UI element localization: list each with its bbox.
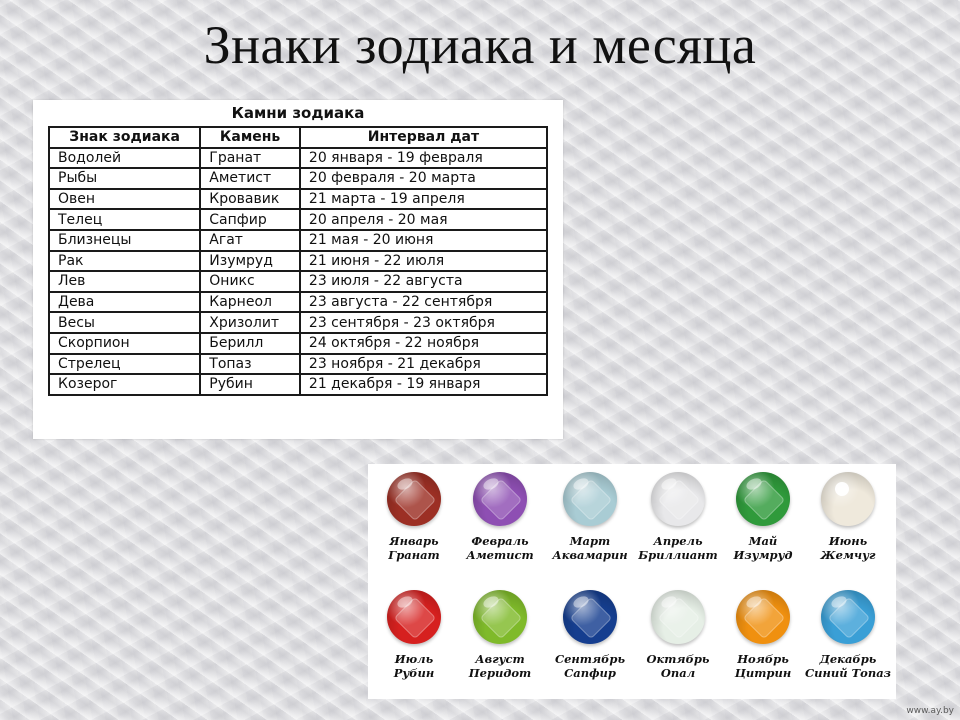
gem-card-april <box>634 472 722 562</box>
zodiac-stones-table <box>48 126 548 396</box>
opal-gem-icon <box>651 590 705 644</box>
gem-name: Синий Топаз <box>804 666 891 680</box>
zodiac-sign-cell: Лев <box>49 271 200 292</box>
watermark: www.ay.by <box>906 706 954 716</box>
gem-name: Опал <box>660 666 696 680</box>
gem-card-october <box>634 590 722 680</box>
gem-card-january <box>370 472 458 562</box>
date-range-cell: 20 февраля - 20 марта <box>300 168 547 189</box>
table-row <box>49 271 547 292</box>
stone-cell: Хризолит <box>200 312 300 333</box>
peridot-gem-icon <box>473 590 527 644</box>
table-row <box>49 209 547 230</box>
zodiac-sign-cell: Телец <box>49 209 200 230</box>
gem-card-march <box>546 472 634 562</box>
gem-name: Бриллиант <box>638 548 718 562</box>
blue-topaz-gem-icon <box>821 590 875 644</box>
table-row <box>49 312 547 333</box>
birthstones-panel <box>368 464 896 699</box>
table-row <box>49 251 547 272</box>
date-range-cell: 23 августа - 22 сентября <box>300 292 547 313</box>
amethyst-gem-icon <box>473 472 527 526</box>
date-range-cell: 21 декабря - 19 января <box>300 374 547 395</box>
header-zodiac-sign: Знак зодиака <box>49 127 200 148</box>
table-row <box>49 189 547 210</box>
table-caption: Камни зодиака <box>231 104 365 122</box>
gem-month: Сентябрь <box>554 652 626 666</box>
gem-month: Август <box>475 652 525 666</box>
zodiac-sign-cell: Водолей <box>49 148 200 169</box>
gem-month: Май <box>748 534 778 548</box>
stone-cell: Топаз <box>200 354 300 375</box>
table-row <box>49 168 547 189</box>
citrine-gem-icon <box>736 590 790 644</box>
gem-name: Изумруд <box>733 548 793 562</box>
table-row <box>49 292 547 313</box>
gem-card-may <box>719 472 807 562</box>
garnet-gem-icon <box>387 472 441 526</box>
stone-cell: Изумруд <box>200 251 300 272</box>
gem-month: Октябрь <box>646 652 710 666</box>
gem-name: Сапфир <box>564 666 616 680</box>
gem-month: Апрель <box>653 534 703 548</box>
gem-month: Декабрь <box>819 652 877 666</box>
zodiac-sign-cell: Скорпион <box>49 333 200 354</box>
gem-name: Жемчуг <box>820 548 876 562</box>
zodiac-sign-cell: Козерог <box>49 374 200 395</box>
date-range-cell: 24 октября - 22 ноября <box>300 333 547 354</box>
gem-card-june <box>804 472 892 562</box>
zodiac-sign-cell: Весы <box>49 312 200 333</box>
table-row <box>49 374 547 395</box>
date-range-cell: 20 апреля - 20 мая <box>300 209 547 230</box>
stone-cell: Гранат <box>200 148 300 169</box>
zodiac-sign-cell: Рыбы <box>49 168 200 189</box>
gem-name: Аквамарин <box>552 548 628 562</box>
date-range-cell: 23 ноября - 21 декабря <box>300 354 547 375</box>
gem-name: Рубин <box>393 666 435 680</box>
gem-card-july <box>370 590 458 680</box>
zodiac-sign-cell: Рак <box>49 251 200 272</box>
zodiac-sign-cell: Стрелец <box>49 354 200 375</box>
stone-cell: Аметист <box>200 168 300 189</box>
gem-month: Март <box>569 534 611 548</box>
date-range-cell: 21 марта - 19 апреля <box>300 189 547 210</box>
zodiac-table-panel <box>33 100 563 439</box>
aquamarine-gem-icon <box>563 472 617 526</box>
stone-cell: Кровавик <box>200 189 300 210</box>
zodiac-sign-cell: Дева <box>49 292 200 313</box>
gem-card-february <box>456 472 544 562</box>
zodiac-sign-cell: Близнецы <box>49 230 200 251</box>
gem-card-november <box>719 590 807 680</box>
table-row <box>49 333 547 354</box>
diamond-gem-icon <box>651 472 705 526</box>
table-row <box>49 148 547 169</box>
stone-cell: Сапфир <box>200 209 300 230</box>
gem-month: Январь <box>389 534 439 548</box>
table-header-row <box>49 127 547 148</box>
gem-name: Аметист <box>466 548 534 562</box>
gem-month: Июль <box>394 652 434 666</box>
gem-month: Февраль <box>471 534 529 548</box>
slide-title: Знаки зодиака и месяца <box>203 15 757 75</box>
date-range-cell: 21 мая - 20 июня <box>300 230 547 251</box>
header-stone: Камень <box>200 127 300 148</box>
zodiac-sign-cell: Овен <box>49 189 200 210</box>
gem-card-december <box>804 590 892 680</box>
gem-month: Ноябрь <box>737 652 789 666</box>
stone-cell: Оникс <box>200 271 300 292</box>
gem-month: Июнь <box>828 534 868 548</box>
date-range-cell: 23 сентября - 23 октября <box>300 312 547 333</box>
pearl-gem-icon <box>821 472 875 526</box>
gem-name: Перидот <box>468 666 532 680</box>
stone-cell: Берилл <box>200 333 300 354</box>
gem-name: Цитрин <box>734 666 792 680</box>
date-range-cell: 20 января - 19 февраля <box>300 148 547 169</box>
gem-card-august <box>456 590 544 680</box>
date-range-cell: 21 июня - 22 июля <box>300 251 547 272</box>
stone-cell: Агат <box>200 230 300 251</box>
date-range-cell: 23 июля - 22 августа <box>300 271 547 292</box>
ruby-gem-icon <box>387 590 441 644</box>
sapphire-gem-icon <box>563 590 617 644</box>
stone-cell: Карнеол <box>200 292 300 313</box>
table-row <box>49 230 547 251</box>
header-date-range: Интервал дат <box>300 127 547 148</box>
emerald-gem-icon <box>736 472 790 526</box>
table-row <box>49 354 547 375</box>
stone-cell: Рубин <box>200 374 300 395</box>
gem-card-september <box>546 590 634 680</box>
gem-name: Гранат <box>388 548 440 562</box>
